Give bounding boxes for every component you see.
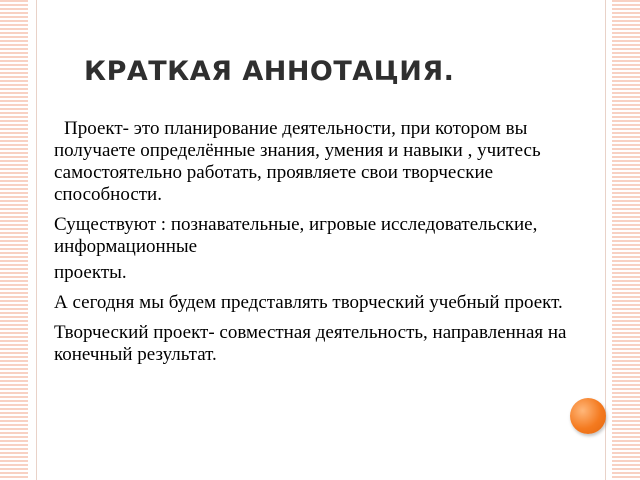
- decorative-stripes-right: [612, 0, 640, 480]
- slide-body: [54, 118, 594, 374]
- paragraph-project-types: Существуют : познавательные, игровые исследовательские, информационные: [54, 214, 538, 257]
- orange-circle-decoration: [570, 398, 606, 434]
- paragraph-today: А сегодня мы будем представлять творческий учебный проект.: [54, 292, 563, 313]
- slide-title: КРАТКАЯ АННОТАЦИЯ.: [84, 56, 455, 87]
- paragraph-project-definition: Проект- это планирование деятельности, при котором вы получаете определённые знания, умения и навыки , учитесь самостоятельно работать, проявляете свои творческие способности.: [54, 118, 541, 205]
- paragraph-creative-project: Творческий проект- совместная деятельность, направленная на конечный результат.: [54, 322, 567, 365]
- paragraph-projects-word: проекты.: [54, 262, 127, 283]
- decorative-stripes-left: [0, 0, 28, 480]
